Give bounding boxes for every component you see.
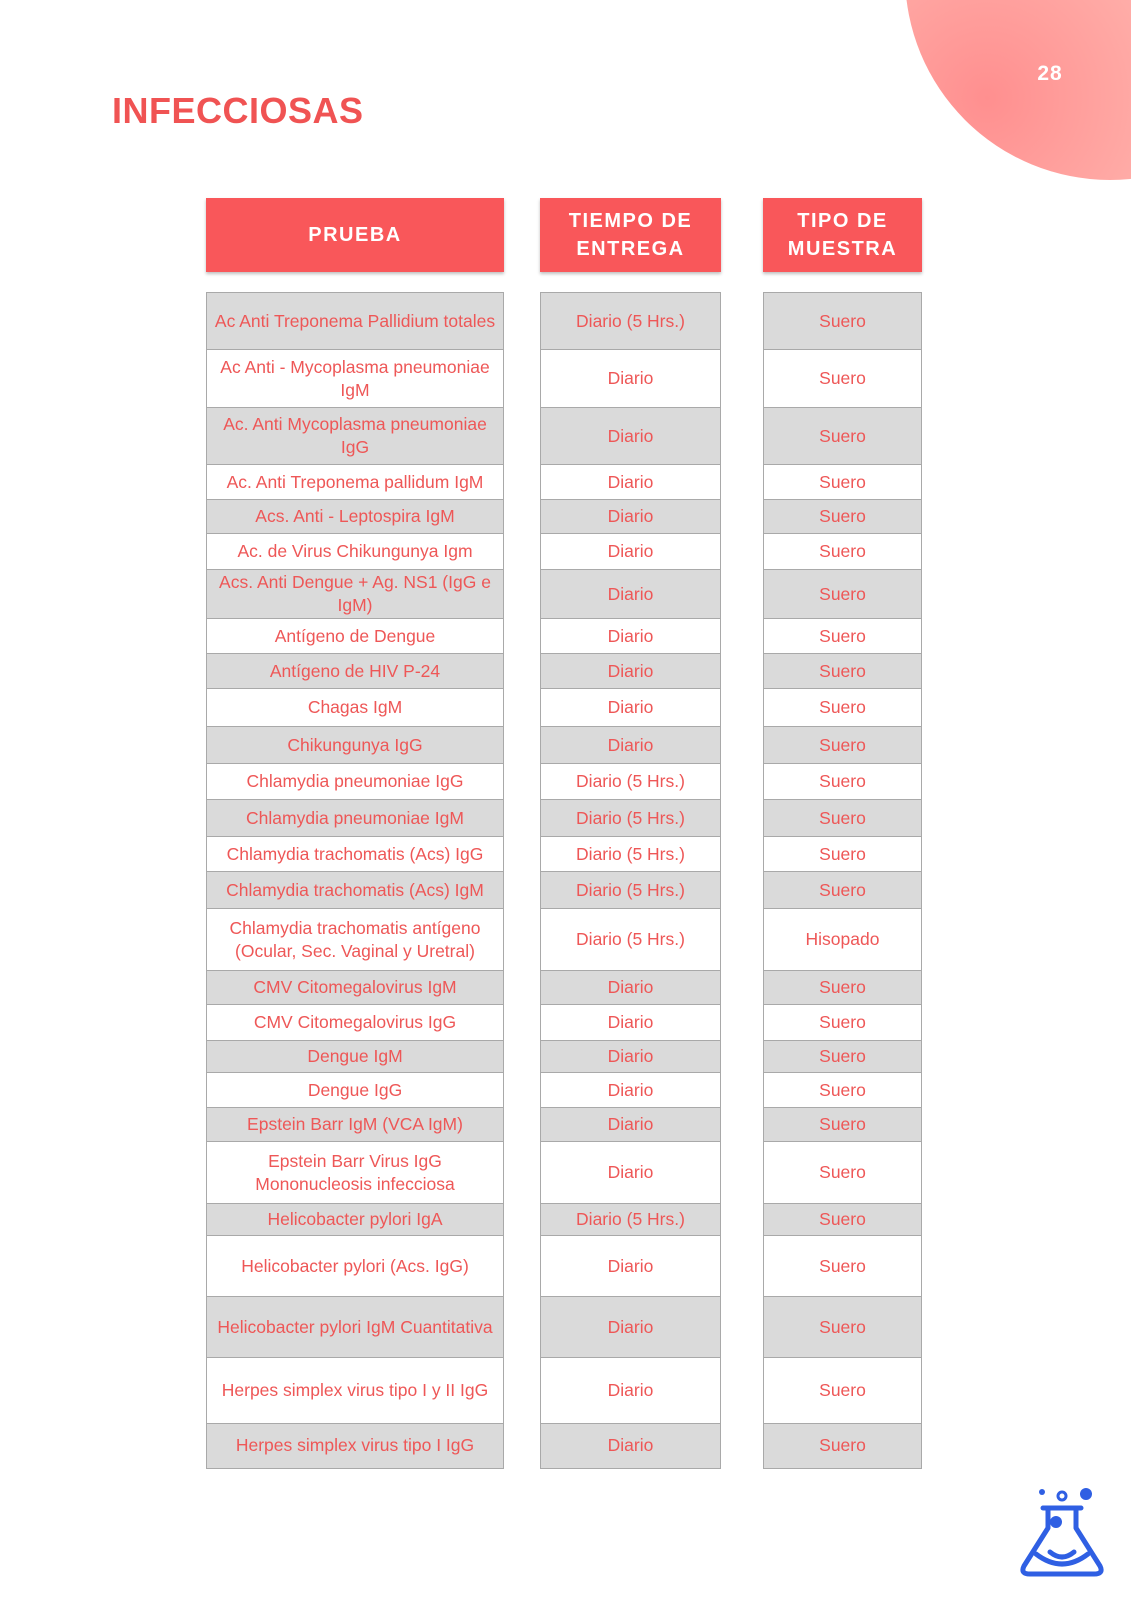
cell-tipo-muestra: Suero [763, 763, 922, 800]
cell-tipo-muestra: Hisopado [763, 908, 922, 971]
cell-prueba: Chlamydia trachomatis antígeno (Ocular, Sec. Vaginal y Uretral) [206, 908, 504, 971]
cell-prueba: Chlamydia trachomatis (Acs) IgM [206, 871, 504, 910]
header-tiempo-entrega [540, 198, 721, 272]
cell-prueba: Helicobacter pylori IgA [206, 1203, 504, 1237]
section-title: INFECCIOSAS [112, 90, 364, 131]
column-tipo-muestra [763, 293, 922, 1469]
cell-tipo-muestra: Suero [763, 464, 922, 500]
cell-prueba: Chlamydia pneumoniae IgM [206, 799, 504, 838]
cell-tiempo-entrega: Diario (5 Hrs.) [540, 799, 721, 838]
cell-tipo-muestra: Suero [763, 533, 922, 570]
cell-prueba: Dengue IgM [206, 1040, 504, 1074]
cell-tiempo-entrega: Diario [540, 533, 721, 570]
cell-tipo-muestra: Suero [763, 1296, 922, 1359]
cell-prueba: Helicobacter pylori IgM Cuantitativa [206, 1296, 504, 1359]
cell-tipo-muestra: Suero [763, 1107, 922, 1143]
cell-tiempo-entrega: Diario (5 Hrs.) [540, 292, 721, 351]
header-tipo-line1: TIPO DE [797, 210, 888, 232]
cell-tipo-muestra: Suero [763, 407, 922, 466]
lab-flask-icon [1016, 1482, 1108, 1580]
column-tiempo-entrega [540, 293, 721, 1469]
corner-decoration [905, 0, 1131, 180]
header-tipo-line2: MUESTRA [787, 238, 898, 260]
header-prueba [206, 198, 504, 272]
cell-tiempo-entrega: Diario [540, 1235, 721, 1297]
cell-prueba: Acs. Anti Dengue + Ag. NS1 (IgG e IgM) [206, 569, 504, 620]
cell-prueba: Ac. Anti Mycoplasma pneumoniae IgG [206, 407, 504, 466]
cell-tiempo-entrega: Diario (5 Hrs.) [540, 908, 721, 971]
cell-prueba: Helicobacter pylori (Acs. IgG) [206, 1235, 504, 1297]
cell-tiempo-entrega: Diario [540, 688, 721, 727]
cell-tiempo-entrega: Diario (5 Hrs.) [540, 763, 721, 800]
cell-tiempo-entrega: Diario [540, 499, 721, 535]
cell-prueba: Ac. de Virus Chikungunya Igm [206, 533, 504, 570]
cell-tiempo-entrega: Diario [540, 1004, 721, 1041]
cell-tiempo-entrega: Diario [540, 1040, 721, 1074]
cell-prueba: Herpes simplex virus tipo I IgG [206, 1423, 504, 1469]
cell-tiempo-entrega: Diario [540, 349, 721, 408]
page-number: 28 [1037, 62, 1063, 85]
cell-prueba: CMV Citomegalovirus IgM [206, 970, 504, 1006]
column-prueba [206, 293, 504, 1469]
cell-tipo-muestra: Suero [763, 653, 922, 690]
cell-tipo-muestra: Suero [763, 1357, 922, 1424]
cell-tipo-muestra: Suero [763, 1141, 922, 1204]
cell-tipo-muestra: Suero [763, 1072, 922, 1108]
cell-tipo-muestra: Suero [763, 799, 922, 838]
cell-tiempo-entrega: Diario [540, 464, 721, 500]
cell-tipo-muestra: Suero [763, 292, 922, 351]
header-tiempo-line1: TIEMPO DE [568, 210, 693, 232]
cell-tipo-muestra: Suero [763, 688, 922, 727]
cell-tiempo-entrega: Diario [540, 1357, 721, 1424]
cell-tiempo-entrega: Diario [540, 618, 721, 654]
cell-prueba: CMV Citomegalovirus IgG [206, 1004, 504, 1041]
cell-tipo-muestra: Suero [763, 871, 922, 910]
cell-tipo-muestra: Suero [763, 836, 922, 872]
cell-tipo-muestra: Suero [763, 1203, 922, 1237]
header-prueba-label: PRUEBA [308, 224, 402, 246]
cell-tipo-muestra: Suero [763, 1423, 922, 1469]
cell-prueba: Ac. Anti Treponema pallidum IgM [206, 464, 504, 500]
cell-tiempo-entrega: Diario (5 Hrs.) [540, 871, 721, 910]
cell-tiempo-entrega: Diario [540, 653, 721, 690]
cell-prueba: Epstein Barr IgM (VCA IgM) [206, 1107, 504, 1143]
cell-prueba: Epstein Barr Virus IgG Mononucleosis infecciosa [206, 1141, 504, 1204]
cell-prueba: Chlamydia pneumoniae IgG [206, 763, 504, 800]
cell-tiempo-entrega: Diario [540, 970, 721, 1006]
cell-tiempo-entrega: Diario (5 Hrs.) [540, 836, 721, 872]
cell-tipo-muestra: Suero [763, 1040, 922, 1074]
cell-prueba: Ac Anti Treponema Pallidium totales [206, 292, 504, 351]
cell-prueba: Antígeno de HIV P-24 [206, 653, 504, 690]
cell-prueba: Acs. Anti - Leptospira IgM [206, 499, 504, 535]
cell-prueba: Chikungunya IgG [206, 726, 504, 765]
cell-tiempo-entrega: Diario [540, 1423, 721, 1469]
cell-prueba: Dengue IgG [206, 1072, 504, 1108]
cell-tipo-muestra: Suero [763, 726, 922, 765]
cell-prueba: Antígeno de Dengue [206, 618, 504, 654]
cell-tipo-muestra: Suero [763, 970, 922, 1006]
cell-tiempo-entrega: Diario [540, 1141, 721, 1204]
cell-tipo-muestra: Suero [763, 1235, 922, 1297]
cell-tiempo-entrega: Diario (5 Hrs.) [540, 1203, 721, 1237]
cell-tiempo-entrega: Diario [540, 726, 721, 765]
header-tipo-muestra [763, 198, 922, 272]
cell-tiempo-entrega: Diario [540, 407, 721, 466]
header-tiempo-line2: ENTREGA [576, 238, 685, 260]
cell-tipo-muestra: Suero [763, 618, 922, 654]
cell-tiempo-entrega: Diario [540, 1296, 721, 1359]
cell-tiempo-entrega: Diario [540, 1107, 721, 1143]
cell-prueba: Chlamydia trachomatis (Acs) IgG [206, 836, 504, 872]
cell-tiempo-entrega: Diario [540, 569, 721, 620]
cell-prueba: Chagas IgM [206, 688, 504, 727]
cell-tipo-muestra: Suero [763, 499, 922, 535]
cell-tipo-muestra: Suero [763, 569, 922, 620]
cell-prueba: Ac Anti - Mycoplasma pneumoniae IgM [206, 349, 504, 408]
cell-prueba: Herpes simplex virus tipo I y II IgG [206, 1357, 504, 1424]
cell-tiempo-entrega: Diario [540, 1072, 721, 1108]
cell-tipo-muestra: Suero [763, 349, 922, 408]
cell-tipo-muestra: Suero [763, 1004, 922, 1041]
